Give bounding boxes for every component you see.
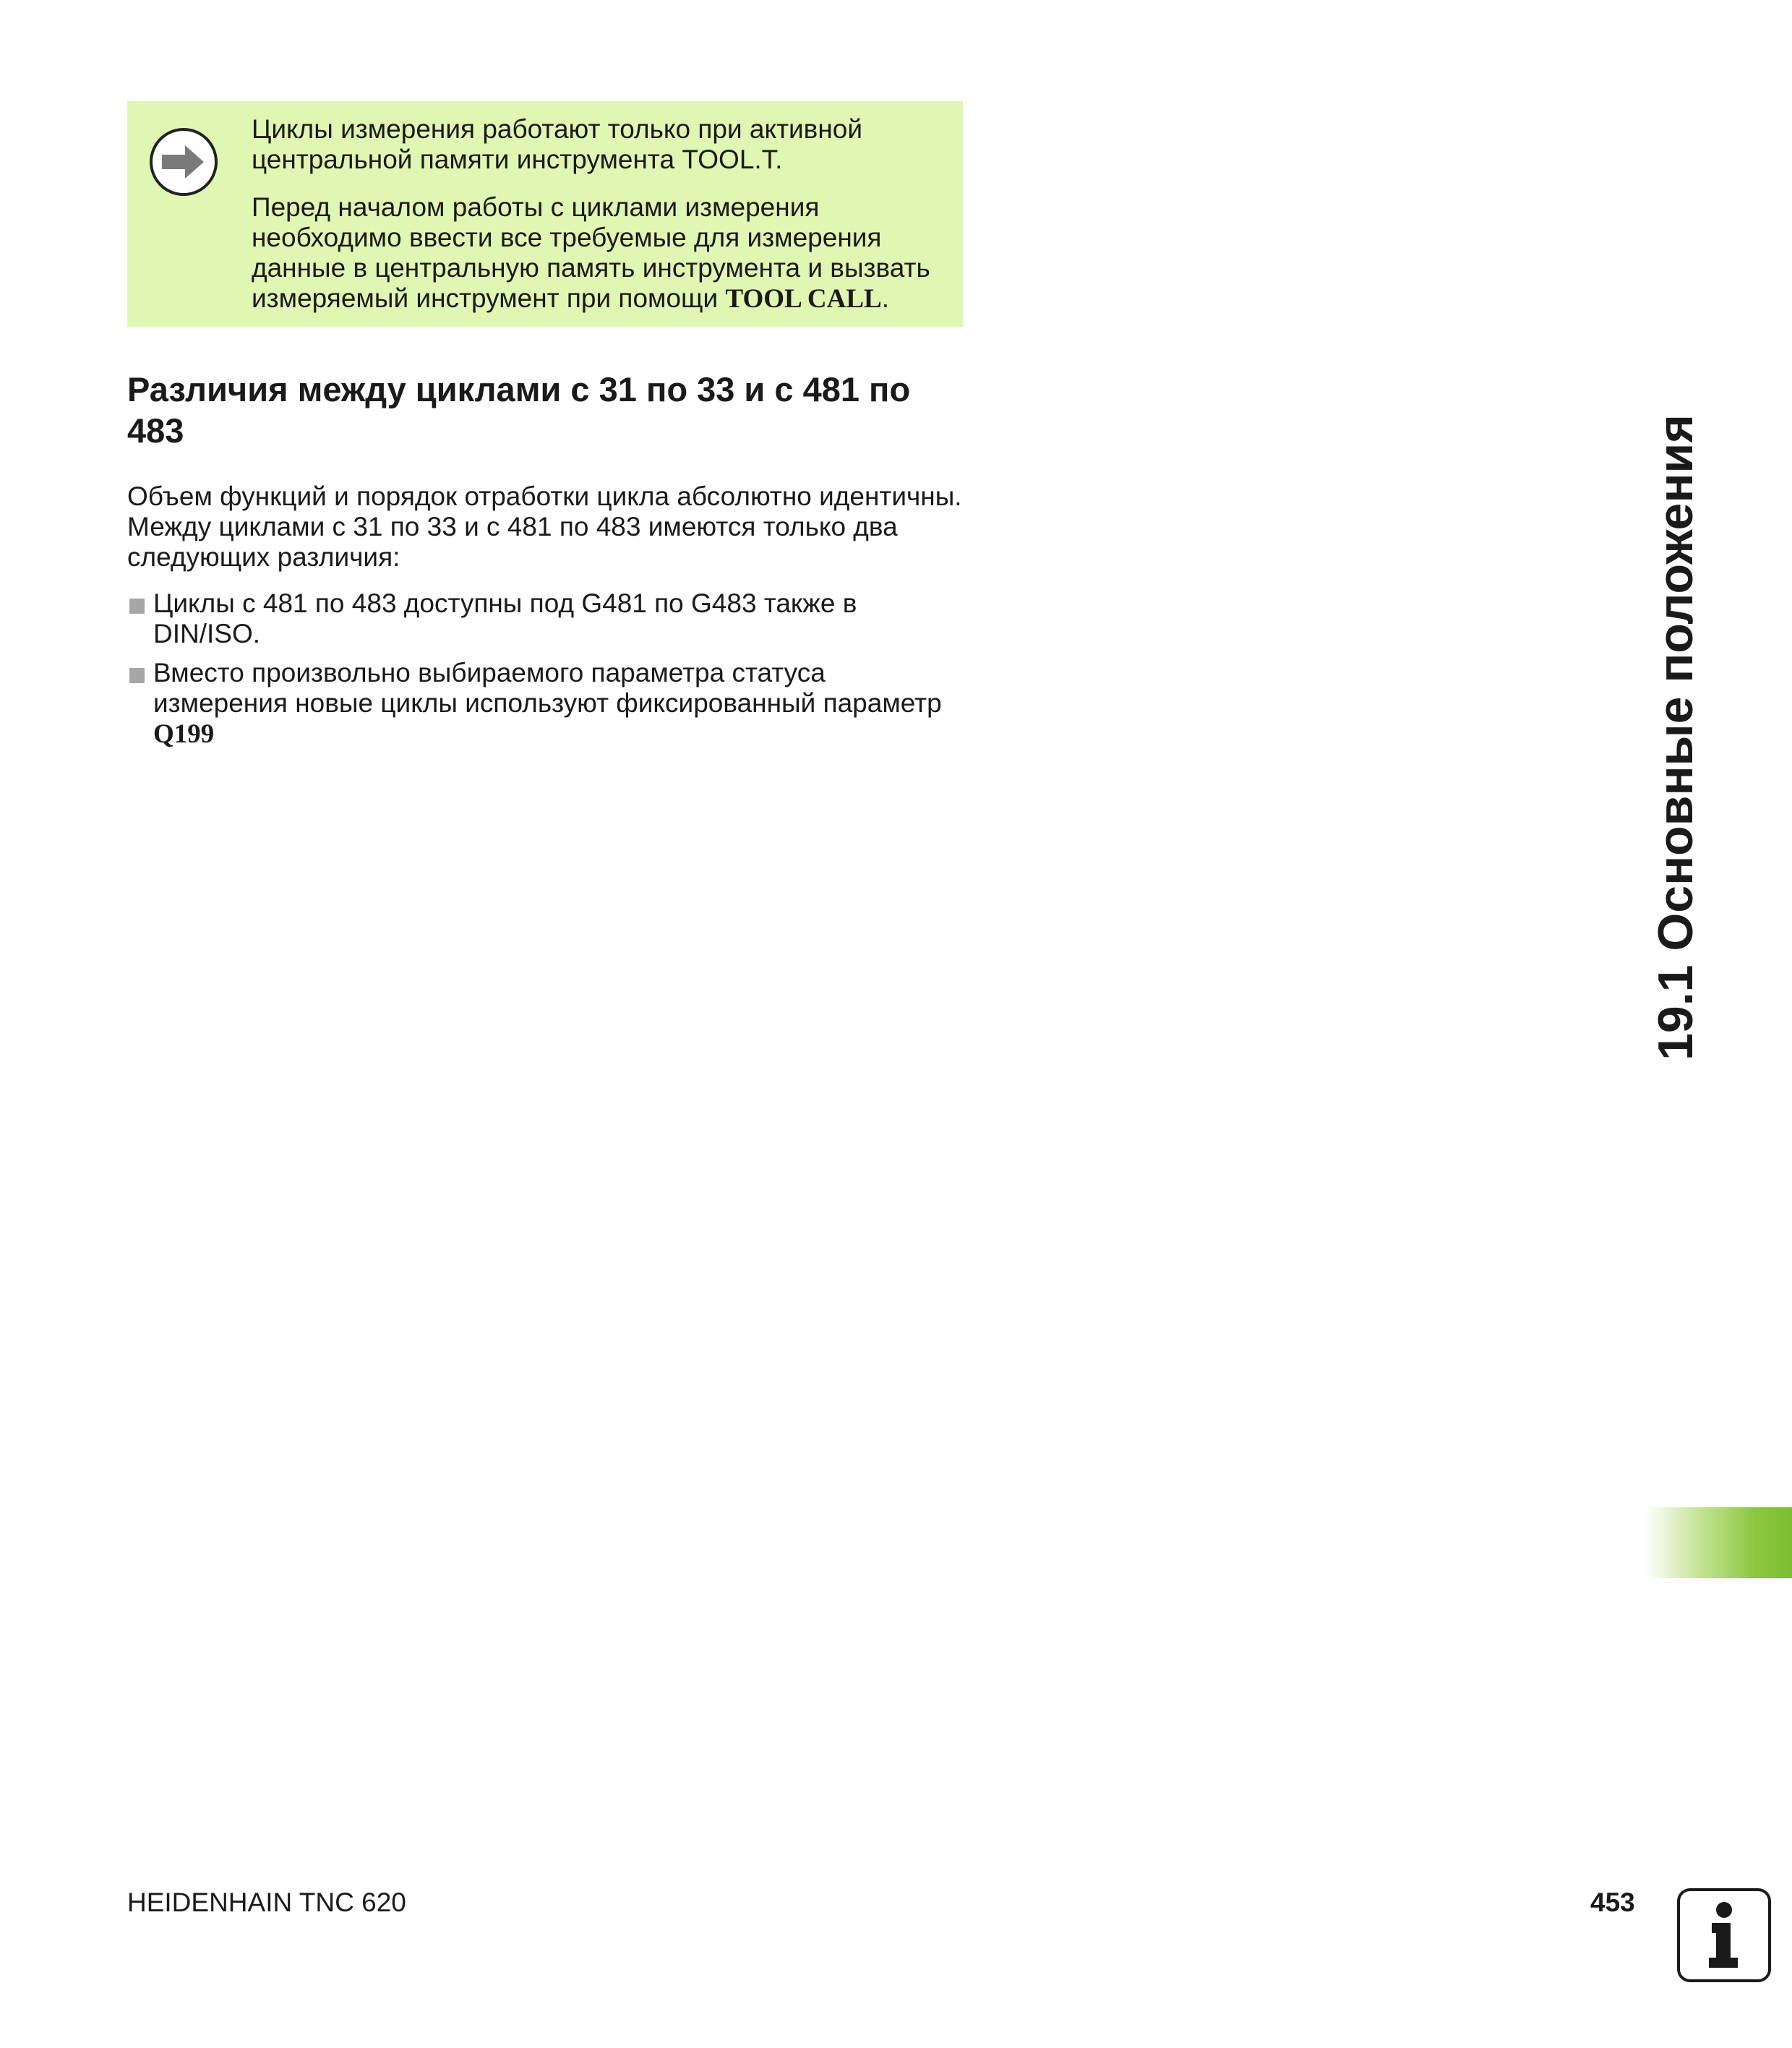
note-paragraph-1: Циклы измерения работают только при активной центральной памяти инструмента TOOL.T. [252,114,863,174]
list-item-code: Q199 [153,719,215,749]
differences-list [127,588,966,758]
note-paragraph-2 [252,192,946,314]
arrow-right-icon [147,126,220,198]
footer-product: HEIDENHAIN TNC 620 [127,1888,406,1917]
note-box [127,101,963,327]
page-number: 453 [1590,1888,1635,1917]
bullet-square-icon [129,668,145,683]
list-item [127,588,966,649]
list-item [127,658,966,750]
bullet-square-icon [129,599,145,614]
info-icon [1676,1887,1772,1984]
intro-paragraph: Объем функций и порядок отработки цикла абсолютно идентичны. Между циклами с 31 по 33 и с 481 по 483 имеются только два следующих различия: [127,481,962,572]
note-paragraph-2-text: Перед началом работы с циклами измерения необходимо ввести все требуемые для измерения данные в центральную память инструмента и вызвать измеряемый инструмент при помощи [252,192,930,313]
chapter-title: 19.1 Основные положения [1648,414,1703,1061]
chapter-tab-marker [1645,1507,1792,1578]
section-heading: Различия между циклами с 31 по 33 и с 481 по 483 [127,370,911,450]
list-item-text: Вместо произвольно выбираемого параметра статуса измерения новые циклы используют фиксированный параметр [153,658,942,718]
note-paragraph-2-end: . [881,283,889,313]
list-item-text: Циклы с 481 по 483 доступны под G481 по G483 также в DIN/ISO. [153,588,857,648]
note-code-tool-call: TOOL CALL [725,284,882,314]
note-text [252,114,946,332]
